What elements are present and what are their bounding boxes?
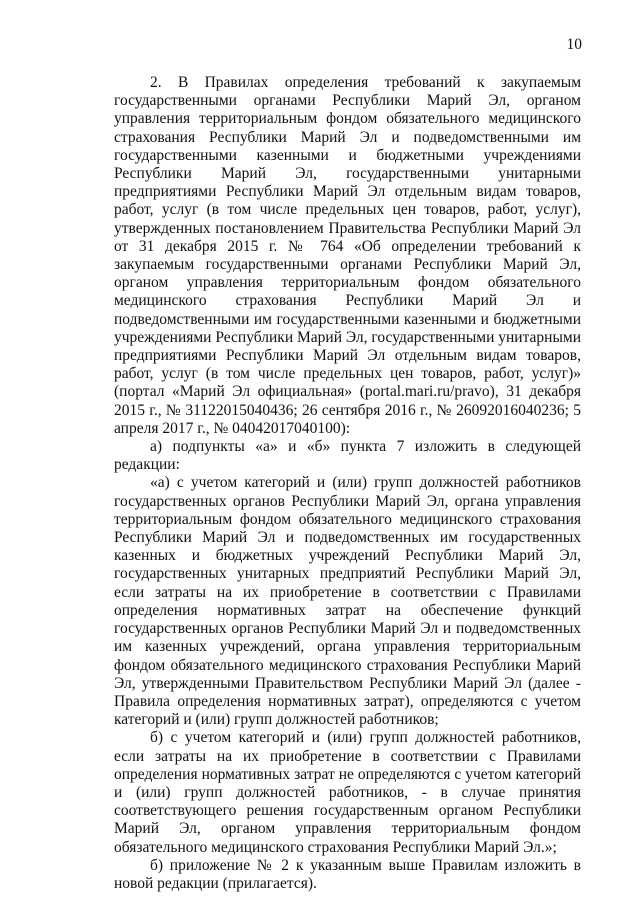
paragraph-subitem-a: а) подпункты «а» и «б» пункта 7 изложить в следующей редакции:	[114, 438, 581, 474]
document-body	[114, 74, 581, 893]
paragraph-quoted-b: б) с учетом категорий и (или) групп должностей работников, если затраты на их приобретение в соответствии с Правилами определения нормативных затрат не определяются с учетом категорий и (или) групп должностей работников, - в случае принятия соответствующего решения государственным органом Республики Марий Эл, органом управления территориальным фондом обязательного медицинского страхования Республики Марий Эл.»;	[114, 729, 581, 856]
paragraph-item-2: 2. В Правилах определения требований к закупаемым государственными органами Республики Марий Эл, органом управления территориальным фондом обязательного медицинского страхования Республики Марий Эл и подведомственными им государственными казенными и бюджетными учреждениями Республики Марий Эл, государственными унитарными предприятиями Республики Марий Эл отдельным видам товаров, работ, услуг (в том числе предельных цен товаров, работ, услуг), утвержденных постановлением Правительства Республики Марий Эл от 31 декабря 2015 г. № 764 «Об определении требований к закупаемым государственными органами Республики Марий Эл, органом управления территориальным фондом обязательного медицинского страхования Республики Марий Эл и подведомственными им государственными казенными и бюджетными учреждениями Республики Марий Эл, государственными унитарными предприятиями Республики Марий Эл отдельным видам товаров, работ, услуг (в том числе предельных цен товаров, работ, услуг)» (портал «Марий Эл официальная» (portal.mari.ru/pravo), 31 декабря 2015 г., № 31122015040436; 26 сентября 2016 г., № 26092016040236; 5 апреля 2017 г., № 04042017040100):	[114, 74, 581, 437]
paragraph-subitem-b: б) приложение № 2 к указанным выше Правилам изложить в новой редакции (прилагается).	[114, 856, 581, 892]
page-number: 10	[566, 36, 582, 53]
paragraph-quoted-a: «а) с учетом категорий и (или) групп должностей работников государственных органов Республики Марий Эл, органа управления территориальным фондом обязательного медицинского страхования Республики Марий Эл и подведомственных им государственных казенных и бюджетных учреждений Республики Марий Эл, государственных унитарных предприятий Республики Марий Эл, если затраты на их приобретение в соответствии с Правилами определения нормативных затрат на обеспечение функций государственных органов Республики Марий Эл и подведомственных им казенных учреждений, органа управления территориальным фондом обязательного медицинского страхования Республики Марий Эл, утвержденными Правительством Республики Марий Эл (далее - Правила определения нормативных затрат), определяются с учетом категорий и (или) групп должностей работников;	[114, 474, 581, 729]
